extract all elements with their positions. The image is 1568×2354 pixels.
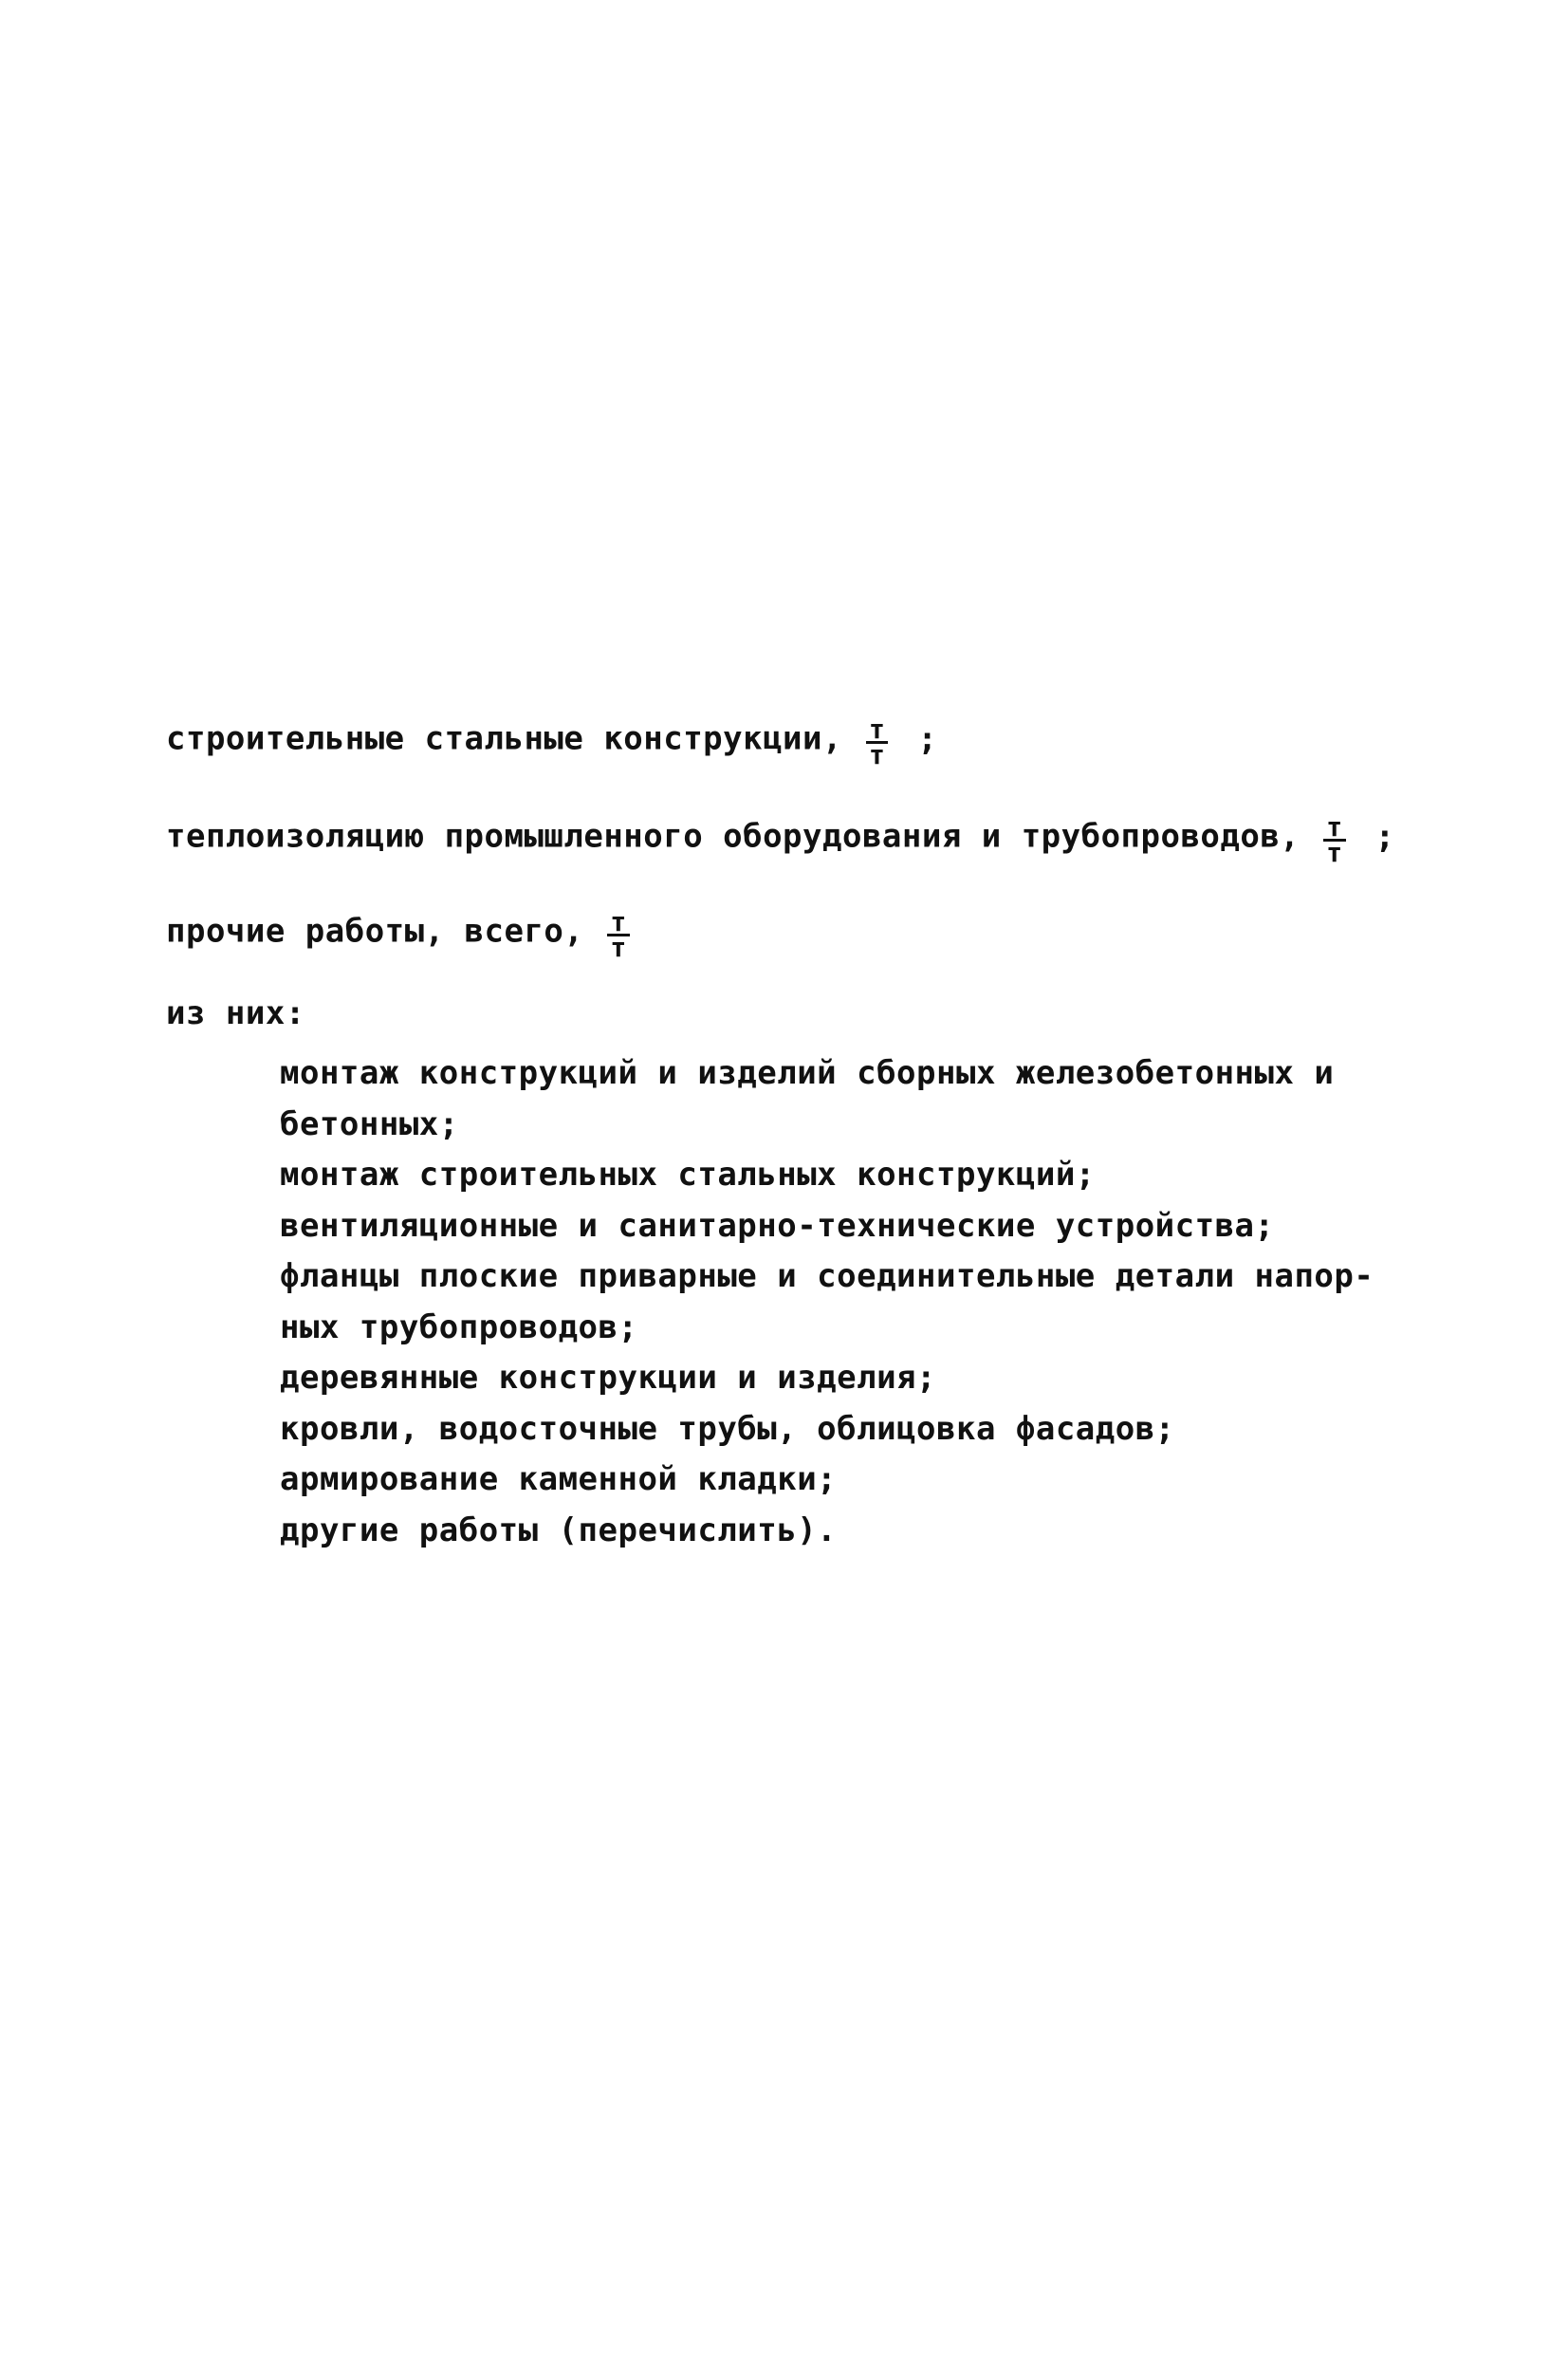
unit-fraction	[607, 906, 629, 963]
list-line: бетонных;	[280, 1104, 459, 1143]
list-line: монтаж строительных стальных конструкций;	[280, 1156, 1096, 1194]
list-line: ных трубопроводов;	[280, 1307, 638, 1346]
unit-numerator: т	[607, 911, 629, 936]
list-line: армирование каменной кладки;	[280, 1460, 838, 1498]
indicator-text: прочие работы, всего,	[166, 912, 584, 951]
list-line: вентиляционные и санитарно-технические устройства;	[280, 1206, 1275, 1245]
unit-fraction	[866, 714, 888, 770]
unit-denominator: т	[868, 739, 886, 770]
unit-denominator: т	[1326, 837, 1343, 868]
unit-numerator: т	[1323, 816, 1345, 842]
indicator-text: строительные стальные конструкции,	[166, 719, 842, 758]
works-list	[280, 1048, 1374, 1556]
indicator-text: теплоизоляцию промышленного оборудования и трубопроводов,	[166, 817, 1301, 856]
list-line: деревянные конструкции и изделия;	[280, 1359, 937, 1397]
indicator-steel-structures	[166, 714, 938, 770]
indicator-other-works	[166, 906, 639, 963]
indicator-thermal-insulation	[166, 811, 1395, 868]
list-line: фланцы плоские приварные и соединительные детали напор-	[280, 1257, 1374, 1295]
indicator-tail: ;	[1374, 817, 1395, 856]
unit-fraction	[1323, 811, 1345, 868]
list-line: монтаж конструкций и изделий сборных железобетонных и	[280, 1054, 1335, 1092]
subheading: из них:	[166, 994, 305, 1032]
list-line: другие работы (перечислить).	[280, 1511, 838, 1549]
unit-denominator: т	[610, 932, 627, 963]
indicator-tail: ;	[917, 719, 938, 758]
list-line: кровли, водосточные трубы, облицовка фасадов;	[280, 1409, 1175, 1448]
unit-numerator: т	[866, 718, 888, 744]
